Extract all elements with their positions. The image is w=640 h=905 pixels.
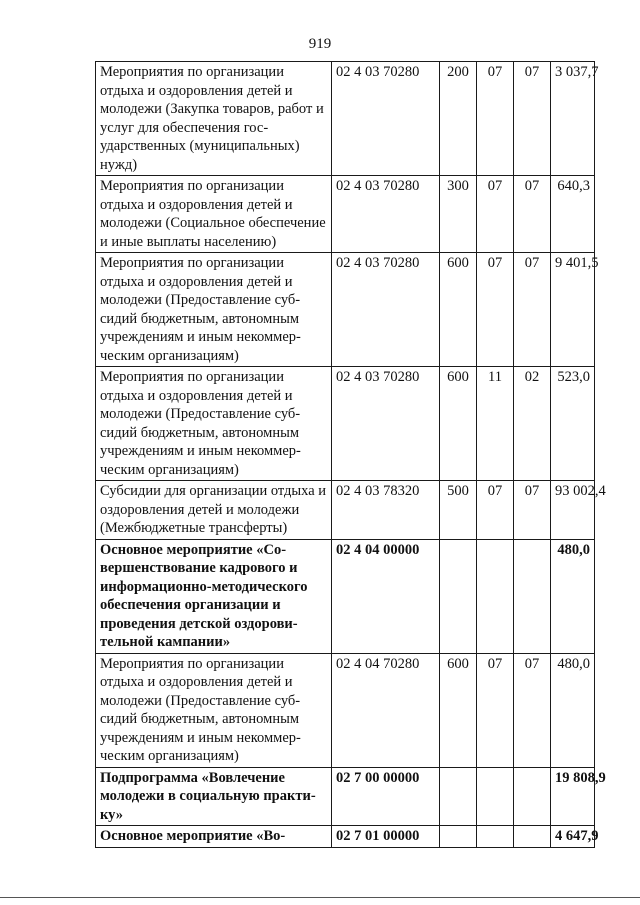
cell-subsection bbox=[514, 539, 551, 653]
bottom-divider bbox=[0, 897, 640, 898]
table-row bbox=[96, 826, 595, 848]
budget-table bbox=[95, 61, 606, 848]
cell-subsection: 07 bbox=[514, 481, 551, 540]
cell-name: Мероприятия по организации отдыха и оздоровления детей и молодежи (Закупка товаров, работ и услуг для обеспечения государственных (муниципальных) нужд) bbox=[96, 62, 332, 176]
cell-target-code: 02 4 04 70280 bbox=[332, 653, 440, 767]
cell-expense-type bbox=[440, 539, 477, 653]
cell-section: 07 bbox=[477, 62, 514, 176]
cell-target-code: 02 7 00 00000 bbox=[332, 767, 440, 826]
cell-name: Основное мероприятие «Совершенствование кадрового и информационно-методического обеспечения организации и проведения детской оздоровительной кампании» bbox=[96, 539, 332, 653]
cell-expense-type: 600 bbox=[440, 367, 477, 481]
cell-amount: 640,3 bbox=[551, 176, 595, 253]
table-row bbox=[96, 62, 595, 176]
table-row bbox=[96, 367, 595, 481]
cell-subsection: 07 bbox=[514, 253, 551, 367]
cell-target-code: 02 4 04 00000 bbox=[332, 539, 440, 653]
cell-expense-type: 600 bbox=[440, 653, 477, 767]
table-row bbox=[96, 253, 595, 367]
cell-subsection: 02 bbox=[514, 367, 551, 481]
cell-section: 07 bbox=[477, 176, 514, 253]
cell-amount: 480,0 bbox=[551, 653, 595, 767]
cell-target-code: 02 4 03 70280 bbox=[332, 176, 440, 253]
cell-subsection: 07 bbox=[514, 653, 551, 767]
table-row bbox=[96, 481, 595, 540]
cell-section bbox=[477, 767, 514, 826]
cell-expense-type bbox=[440, 767, 477, 826]
table-row bbox=[96, 176, 595, 253]
cell-name: Мероприятия по организации отдыха и оздоровления детей и молодежи (Предоставление субсидий бюджетным, автономным учреждениям и иным некоммерческим организациям) bbox=[96, 367, 332, 481]
cell-subsection bbox=[514, 767, 551, 826]
cell-expense-type: 200 bbox=[440, 62, 477, 176]
cell-section: 11 bbox=[477, 367, 514, 481]
cell-amount: 523,0 bbox=[551, 367, 595, 481]
cell-expense-type: 600 bbox=[440, 253, 477, 367]
cell-expense-type: 500 bbox=[440, 481, 477, 540]
cell-target-code: 02 7 01 00000 bbox=[332, 826, 440, 848]
cell-section: 07 bbox=[477, 481, 514, 540]
cell-section: 07 bbox=[477, 253, 514, 367]
table-body bbox=[96, 62, 606, 848]
cell-amount: 480,0 bbox=[551, 539, 595, 653]
cell-name: Мероприятия по организации отдыха и оздоровления детей и молодежи (Предоставление субсидий бюджетным, автономным учреждениям и иным некоммерческим организациям) bbox=[96, 253, 332, 367]
table-row bbox=[96, 539, 595, 653]
cell-section bbox=[477, 826, 514, 848]
cell-section: 07 bbox=[477, 653, 514, 767]
cell-name: Мероприятия по организации отдыха и оздоровления детей и молодежи (Предоставление субсидий бюджетным, автономным учреждениям и иным некоммерческим организациям) bbox=[96, 653, 332, 767]
table-row bbox=[96, 767, 595, 826]
cell-amount: 4 647,9 bbox=[551, 826, 595, 848]
cell-amount: 19 808,9 bbox=[551, 767, 595, 826]
cell-subsection: 07 bbox=[514, 62, 551, 176]
cell-name: Мероприятия по организации отдыха и оздоровления детей и молодежи (Социальное обеспечение и иные выплаты населению) bbox=[96, 176, 332, 253]
cell-name: Субсидии для организации отдыха и оздоровления детей и молодежи (Межбюджетные трансферты) bbox=[96, 481, 332, 540]
cell-subsection: 07 bbox=[514, 176, 551, 253]
cell-target-code: 02 4 03 70280 bbox=[332, 62, 440, 176]
cell-name: Основное мероприятие «Во- bbox=[96, 826, 332, 848]
cell-amount: 9 401,5 bbox=[551, 253, 595, 367]
page-number: 919 bbox=[308, 36, 332, 52]
cell-target-code: 02 4 03 70280 bbox=[332, 367, 440, 481]
cell-subsection bbox=[514, 826, 551, 848]
cell-target-code: 02 4 03 70280 bbox=[332, 253, 440, 367]
cell-amount: 93 002,4 bbox=[551, 481, 595, 540]
cell-name: Подпрограмма «Вовлечение молодежи в социальную практику» bbox=[96, 767, 332, 826]
cell-target-code: 02 4 03 78320 bbox=[332, 481, 440, 540]
table-row bbox=[96, 653, 595, 767]
cell-section bbox=[477, 539, 514, 653]
cell-amount: 3 037,7 bbox=[551, 62, 595, 176]
cell-expense-type bbox=[440, 826, 477, 848]
cell-expense-type: 300 bbox=[440, 176, 477, 253]
